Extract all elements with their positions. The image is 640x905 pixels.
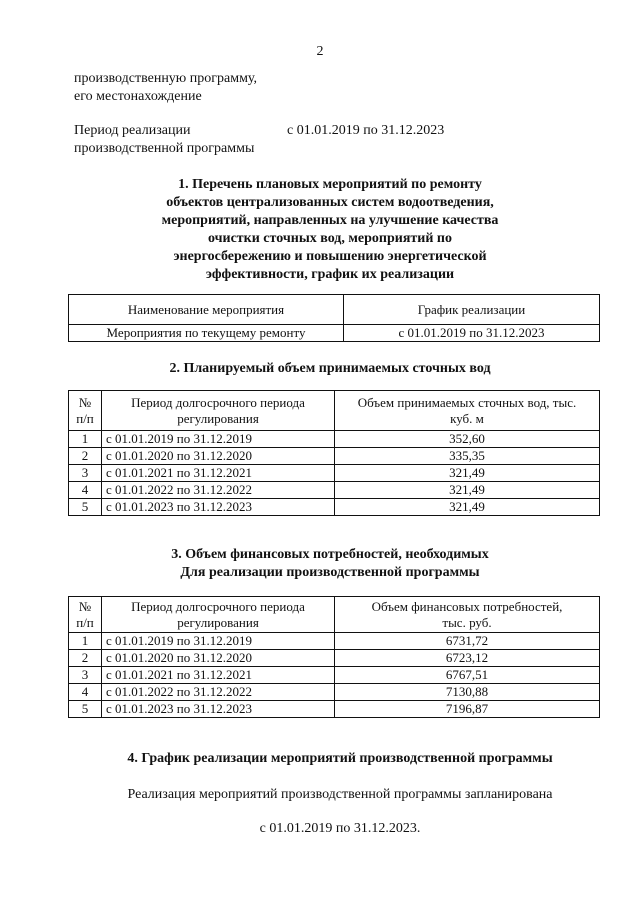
section-4-text-2: с 01.01.2019 по 31.12.2023. bbox=[259, 821, 421, 836]
header-activity-name: Наименование мероприятия bbox=[69, 295, 344, 325]
row-period-cell: с 01.01.2020 по 31.12.2020 bbox=[102, 650, 335, 667]
header-period-line-2: регулирования bbox=[177, 614, 259, 630]
header-number-line-2: п/п bbox=[76, 614, 94, 630]
row-volume-cell: 321,49 bbox=[335, 465, 600, 482]
header-period-line-2: регулирования bbox=[177, 410, 259, 426]
row-amount-cell: 6731,72 bbox=[335, 633, 600, 650]
row-number-cell: 2 bbox=[69, 650, 102, 667]
schedule-cell: с 01.01.2019 по 31.12.2023 bbox=[344, 325, 600, 342]
intro-line-2: его местонахождение bbox=[74, 89, 202, 104]
header-number bbox=[69, 391, 102, 431]
table-row bbox=[69, 650, 600, 667]
section-1-title-line: 1. Перечень плановых мероприятий по ремонту bbox=[178, 177, 482, 192]
section-3-title-line-1: 3. Объем финансовых потребностей, необходимых bbox=[171, 547, 489, 562]
header-period bbox=[102, 597, 335, 633]
row-number-cell: 1 bbox=[69, 431, 102, 448]
period-value: с 01.01.2019 по 31.12.2023 bbox=[287, 123, 445, 138]
table-row bbox=[69, 448, 600, 465]
row-volume-cell: 321,49 bbox=[335, 499, 600, 516]
section-2-title: 2. Планируемый объем принимаемых сточных вод bbox=[169, 361, 491, 376]
period-label-line-1: Период реализации bbox=[74, 123, 191, 138]
header-financial-line-1: Объем финансовых потребностей, bbox=[371, 598, 563, 614]
header-number bbox=[69, 597, 102, 633]
table-row bbox=[69, 499, 600, 516]
row-number-cell: 1 bbox=[69, 633, 102, 650]
table-row bbox=[69, 684, 600, 701]
header-number-line-1: № bbox=[78, 394, 92, 410]
row-number-cell: 2 bbox=[69, 448, 102, 465]
section-1-title-line: энергосбережению и повышению энергетической bbox=[173, 249, 487, 264]
row-period-cell: с 01.01.2022 по 31.12.2022 bbox=[102, 482, 335, 499]
row-period-cell: с 01.01.2021 по 31.12.2021 bbox=[102, 667, 335, 684]
row-period-cell: с 01.01.2019 по 31.12.2019 bbox=[102, 431, 335, 448]
row-volume-cell: 352,60 bbox=[335, 431, 600, 448]
row-period-cell: с 01.01.2020 по 31.12.2020 bbox=[102, 448, 335, 465]
header-number-line-2: п/п bbox=[76, 410, 94, 426]
section-4-text-1: Реализация мероприятий производственной программы запланирована bbox=[127, 787, 553, 802]
row-number-cell: 3 bbox=[69, 465, 102, 482]
row-period-cell: с 01.01.2021 по 31.12.2021 bbox=[102, 465, 335, 482]
page-number: 2 bbox=[316, 44, 324, 59]
intro-text bbox=[74, 70, 257, 106]
table-header-row bbox=[69, 597, 600, 633]
table-row bbox=[69, 325, 600, 342]
row-period-cell: с 01.01.2019 по 31.12.2019 bbox=[102, 633, 335, 650]
table-row bbox=[69, 482, 600, 499]
section-3-title bbox=[80, 546, 580, 582]
row-amount-cell: 7196,87 bbox=[335, 701, 600, 718]
row-number-cell: 4 bbox=[69, 684, 102, 701]
section-4-title: 4. График реализации мероприятий производственной программы bbox=[127, 751, 553, 766]
header-period-line-1: Период долгосрочного периода bbox=[131, 598, 305, 614]
header-number-line-1: № bbox=[78, 598, 92, 614]
header-period-line-1: Период долгосрочного периода bbox=[131, 394, 305, 410]
table-header-row bbox=[69, 391, 600, 431]
row-number-cell: 4 bbox=[69, 482, 102, 499]
row-number-cell: 5 bbox=[69, 701, 102, 718]
row-period-cell: с 01.01.2022 по 31.12.2022 bbox=[102, 684, 335, 701]
table-row bbox=[69, 667, 600, 684]
financial-needs-table bbox=[68, 596, 600, 718]
row-volume-cell: 321,49 bbox=[335, 482, 600, 499]
table-row bbox=[69, 431, 600, 448]
row-amount-cell: 7130,88 bbox=[335, 684, 600, 701]
header-volume bbox=[335, 391, 600, 431]
table-header-row bbox=[69, 295, 600, 325]
section-1-title-line: мероприятий, направленных на улучшение качества bbox=[161, 213, 499, 228]
intro-line-1: производственную программу, bbox=[74, 71, 258, 86]
section-1-title bbox=[110, 176, 550, 284]
row-period-cell: с 01.01.2023 по 31.12.2023 bbox=[102, 499, 335, 516]
header-volume-line-2: куб. м bbox=[450, 410, 484, 426]
row-number-cell: 3 bbox=[69, 667, 102, 684]
row-amount-cell: 6767,51 bbox=[335, 667, 600, 684]
section-1-title-line: объектов централизованных систем водоотведения, bbox=[166, 195, 494, 210]
header-schedule: График реализации bbox=[344, 295, 600, 325]
activities-table bbox=[68, 294, 600, 342]
row-number-cell: 5 bbox=[69, 499, 102, 516]
header-financial-needs bbox=[335, 597, 600, 633]
header-volume-line-1: Объем принимаемых сточных вод, тыс. bbox=[357, 394, 577, 410]
table-row bbox=[69, 633, 600, 650]
activity-name-cell: Мероприятия по текущему ремонту bbox=[69, 325, 344, 342]
table-row bbox=[69, 701, 600, 718]
row-amount-cell: 6723,12 bbox=[335, 650, 600, 667]
header-financial-line-2: тыс. руб. bbox=[442, 614, 492, 630]
period-label bbox=[74, 122, 254, 158]
row-volume-cell: 335,35 bbox=[335, 448, 600, 465]
header-period bbox=[102, 391, 335, 431]
period-label-line-2: производственной программы bbox=[74, 141, 255, 156]
section-1-title-line: эффективности, график их реализации bbox=[205, 267, 455, 282]
section-1-title-line: очистки сточных вод, мероприятий по bbox=[207, 231, 452, 246]
table-row bbox=[69, 465, 600, 482]
wastewater-volume-table bbox=[68, 390, 600, 516]
row-period-cell: с 01.01.2023 по 31.12.2023 bbox=[102, 701, 335, 718]
section-3-title-line-2: Для реализации производственной программы bbox=[180, 565, 480, 580]
